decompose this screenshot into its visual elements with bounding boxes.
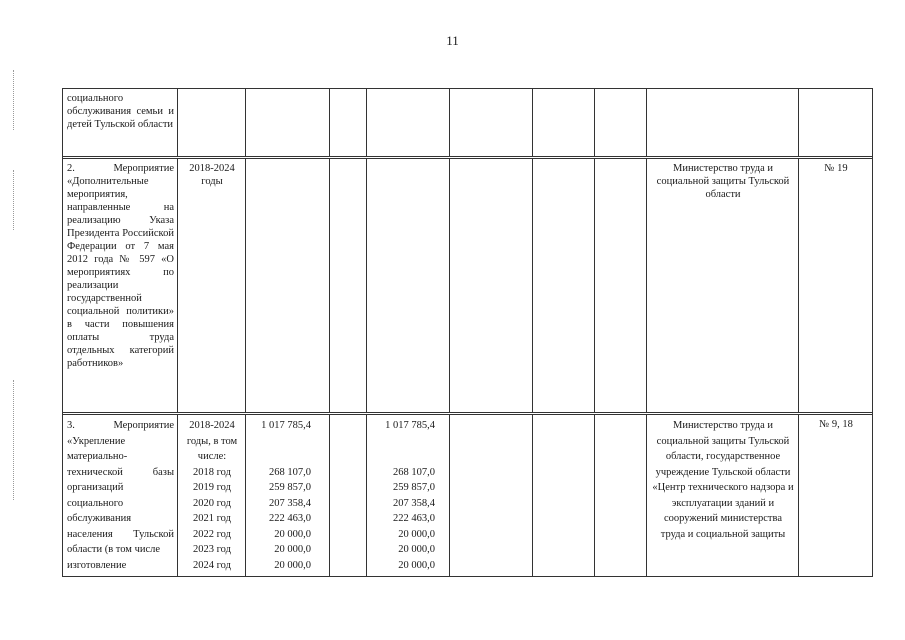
total-cell (246, 159, 330, 413)
rb-cell (367, 415, 450, 577)
measure-name-cell: социального обслуживания семьи и детей Тульской области (63, 89, 178, 157)
other-cell (595, 415, 647, 577)
year-label: 2022 год (193, 528, 231, 540)
period-line: годы, в том (186, 435, 238, 447)
fb-cell (330, 89, 367, 157)
amount-value: 222 463,0 (269, 513, 311, 524)
period-cell (178, 89, 246, 157)
period-cell (178, 415, 246, 577)
measure-name-line: области (в том числе (67, 544, 161, 555)
amount-value: 268 107,0 (269, 466, 311, 478)
margin-scan-marks (13, 70, 18, 130)
amount-value: 268 107,0 (393, 466, 435, 478)
amount-value: 259 857,0 (269, 482, 311, 493)
measure-name-line: 3. Мероприятие (67, 420, 174, 431)
page-number: 11 (446, 33, 459, 48)
table-row (63, 415, 873, 577)
amount-value (250, 449, 311, 465)
responsible-cell: Министерство труда и социальной защиты Тульской области (647, 159, 799, 413)
amount-value: 1 017 785,4 (261, 420, 311, 431)
total-cell (246, 89, 330, 157)
period-cell: 2018-2024 годы (178, 159, 246, 413)
amount-value: 20 000,0 (274, 528, 311, 540)
amount-value: 207 358,4 (393, 497, 435, 509)
vb-cell (533, 89, 595, 157)
fb-cell (330, 159, 367, 413)
amount-value: 259 857,0 (393, 482, 435, 493)
vb-cell (533, 159, 595, 413)
measure-name-line: населения Тульской (67, 528, 174, 540)
rb-cell (367, 159, 450, 413)
amount-value: 1 017 785,4 (385, 420, 435, 431)
table-row (63, 159, 873, 413)
year-label: 2018 год (193, 466, 231, 478)
other-cell (595, 89, 647, 157)
margin-scan-marks (13, 380, 18, 500)
amount-value (371, 434, 435, 450)
year-label: 2020 год (193, 497, 231, 509)
amount-value: 222 463,0 (393, 513, 435, 524)
measure-name-line: «Укрепление (67, 435, 126, 447)
mb-cell (450, 159, 533, 413)
responsible-cell: Министерство труда и социальной защиты Тульской области, государственное учреждение Тульской области «Центр технического надзора и эксплуатации зданий и сооружений министерства труда и социальной защиты (647, 415, 799, 577)
mb-cell (450, 89, 533, 157)
measure-name-line: обслуживания (67, 513, 132, 524)
amount-value: 20 000,0 (398, 528, 435, 540)
measure-name-line: социального (67, 497, 124, 509)
year-label: 2021 год (193, 513, 231, 524)
margin-scan-marks (13, 170, 18, 230)
amount-value: 207 358,4 (269, 497, 311, 509)
measure-name-cell: 2. Мероприятие «Дополнительные мероприятия, направленные на реализацию Указа Президента Российской Федерации от 7 мая 2012 года № 597 «О мероприятиях по реализации государственной социальной политики» в части повышения оплаты труда отдельных категорий работников» (63, 159, 178, 413)
measure-name-line: технической базы (67, 466, 174, 478)
total-cell (246, 415, 330, 577)
year-label: 2019 год (193, 482, 231, 493)
mb-cell (450, 415, 533, 577)
period-line: 2018-2024 (189, 420, 235, 431)
amount-value: 20 000,0 (398, 544, 435, 555)
amount-value (250, 434, 311, 450)
fb-cell (330, 415, 367, 577)
other-cell (595, 159, 647, 413)
indicator-cell: № 19 (799, 159, 873, 413)
program-table (62, 88, 873, 577)
table-row (63, 89, 873, 157)
amount-value: 20 000,0 (398, 559, 435, 571)
year-label: 2023 год (193, 544, 231, 555)
amount-value: 20 000,0 (274, 559, 311, 571)
vb-cell (533, 415, 595, 577)
amount-value: 20 000,0 (274, 544, 311, 555)
measure-name-cell (63, 415, 178, 577)
amount-value (371, 449, 435, 465)
rb-cell (367, 89, 450, 157)
indicator-cell: № 9, 18 (799, 415, 873, 577)
responsible-cell (647, 89, 799, 157)
period-line: числе: (197, 451, 227, 462)
measure-name-line: изготовление (67, 559, 127, 571)
measure-name-line: материально- (67, 451, 128, 462)
measure-name-line: организаций (67, 482, 124, 493)
indicator-cell (799, 89, 873, 157)
year-label: 2024 год (193, 559, 231, 571)
